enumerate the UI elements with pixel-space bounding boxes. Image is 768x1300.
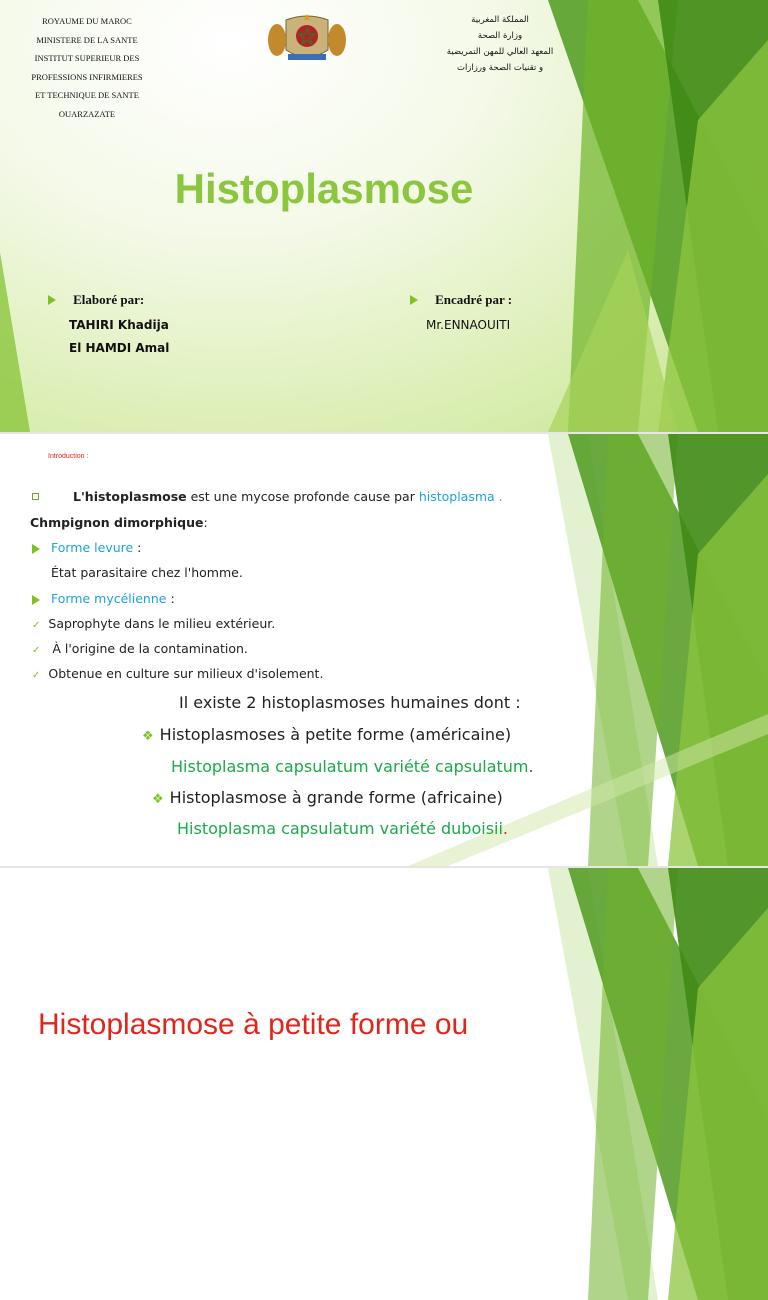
elabore-block	[48, 289, 169, 355]
header-ar-line: المعهد العالي للمهن التمريضية	[446, 47, 554, 57]
author-name: El HAMDI Amal	[69, 341, 170, 355]
period: .	[502, 819, 509, 838]
left-stripe-decoration	[0, 212, 40, 432]
header-fr-line: ET TECHNIQUE DE SANTE	[35, 90, 139, 100]
mycelienne-label: Forme mycélienne	[51, 591, 167, 606]
encadre-label: Encadré par :	[435, 292, 513, 307]
triangle-bullet-icon	[410, 295, 418, 305]
elabore-label: Elaboré par:	[73, 292, 145, 307]
check-item	[32, 641, 248, 656]
grande-forme-line	[152, 788, 503, 807]
checkmark-icon: ✓	[32, 620, 41, 631]
header-ar-line: وزارة الصحة	[477, 31, 523, 41]
grande-species: Histoplasma capsulatum variété duboisii	[177, 819, 503, 838]
term-bold: L'histoplasmose	[73, 489, 187, 504]
check-item	[32, 616, 275, 631]
petite-forme-text: Histoplasmoses à petite forme (américaine)	[159, 725, 512, 744]
supervisor-name: Mr.ENNAOUITI	[426, 318, 511, 332]
check-item-text: Obtenue en culture sur milieux d'isolement.	[48, 666, 324, 681]
moroccan-coat-of-arms-icon	[266, 10, 348, 64]
champignon-line	[30, 515, 208, 530]
diamond-bullet-icon: ❖	[152, 792, 164, 807]
period: .	[528, 757, 534, 776]
petite-species: Histoplasma capsulatum variété capsulatum	[171, 757, 529, 776]
green-stripes-decoration	[548, 0, 768, 432]
diamond-bullet-icon: ❖	[142, 729, 154, 744]
champignon-colon: :	[203, 515, 208, 530]
checkmark-icon: ✓	[32, 670, 41, 681]
check-item	[32, 666, 323, 681]
green-stripes-decoration	[548, 868, 768, 1300]
author-name: TAHIRI Khadija	[69, 318, 169, 332]
slide-title	[0, 0, 768, 432]
petite-species-line	[171, 757, 534, 776]
header-arabic	[430, 12, 570, 76]
header-fr-line: INSTITUT SUPERIEUR DES	[34, 53, 140, 63]
header-ar-line: و تقنيات الصحة ورزازات	[456, 63, 544, 73]
triangle-bullet-icon	[32, 544, 40, 554]
definition-line	[32, 489, 503, 504]
levure-label: Forme levure	[51, 540, 134, 555]
slide3-title: Histoplasmose à petite forme ou	[38, 1008, 469, 1041]
triangle-bullet-icon	[48, 295, 56, 305]
exist-text: Il existe 2 histoplasmoses humaines dont :	[179, 693, 521, 712]
levure-description: État parasitaire chez l'homme.	[51, 565, 243, 580]
grande-species-line	[177, 819, 508, 838]
triangle-bullet-icon	[32, 595, 40, 605]
encadre-block	[410, 289, 512, 332]
slide-introduction	[0, 434, 768, 866]
header-fr-line: PROFESSIONS INFIRMIERES	[31, 71, 143, 82]
slide-petite-forme	[0, 868, 768, 1041]
header-fr-line: ROYAUME DU MAROC	[42, 16, 132, 26]
mycelienne-line	[32, 591, 175, 606]
definition-text: est une mycose profonde cause par	[186, 489, 419, 504]
champignon-label: Chmpignon dimorphique	[30, 515, 204, 530]
green-stripes-decoration	[548, 434, 768, 866]
grande-forme-text: Histoplasmose à grande forme (africaine)	[169, 788, 503, 807]
slide-title-heading: Histoplasmose	[174, 165, 474, 212]
mycelienne-colon: :	[166, 591, 175, 606]
histoplasma-link[interactable]: histoplasma .	[418, 489, 503, 504]
petite-forme-line	[142, 725, 511, 744]
levure-colon: :	[133, 540, 142, 555]
square-bullet-icon	[32, 493, 39, 500]
header-fr-line: MINISTERE DE LA SANTE	[36, 34, 138, 45]
check-item-text: Saprophyte dans le milieu extérieur.	[48, 616, 276, 631]
levure-line	[32, 540, 141, 555]
header-fr-line: OUARZAZATE	[58, 108, 116, 119]
header-ar-line: المملكة المغربية	[471, 15, 529, 25]
header-french	[28, 12, 146, 123]
check-item-text: À l'origine de la contamination.	[48, 641, 248, 656]
checkmark-icon: ✓	[32, 645, 41, 656]
intro-heading: Introduction :	[48, 453, 89, 460]
